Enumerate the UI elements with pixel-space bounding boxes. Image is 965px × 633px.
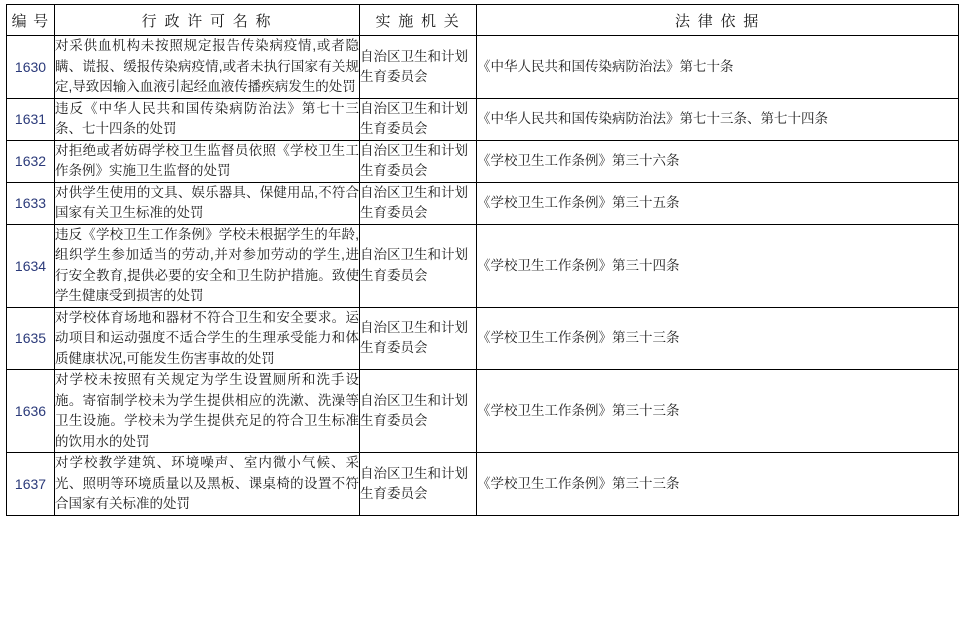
column-header-name: 行 政 许 可 名 称	[55, 5, 360, 36]
table-row	[7, 98, 959, 140]
cell-org	[360, 224, 477, 307]
table-row	[7, 182, 959, 224]
column-header-law: 法 律 依 据	[477, 5, 959, 36]
cell-permit-name: 对拒绝或者妨碍学校卫生监督员依照《学校卫生工作条例》实施卫生监督的处罚	[55, 140, 360, 182]
cell-permit-name: 对学校未按照有关规定为学生设置厕所和洗手设施。寄宿制学校未为学生提供相应的洗漱、洗澡等卫生设施。学校未为学生提供充足的符合卫生标准的饮用水的处罚	[55, 370, 360, 453]
cell-org-text: 自治区卫生和计划生育委员会	[360, 184, 468, 221]
cell-permit-name: 违反《学校卫生工作条例》学校未根据学生的年龄,组织学生参加适当的劳动,并对参加劳动的学生,进行安全教育,提供必要的安全和卫生防护措施。致使学生健康受到损害的处罚	[55, 224, 360, 307]
cell-law: 《学校卫生工作条例》第三十六条	[477, 140, 959, 182]
cell-no: 1633	[7, 182, 55, 224]
cell-no: 1637	[7, 453, 55, 516]
cell-no: 1631	[7, 98, 55, 140]
table-row	[7, 224, 959, 307]
cell-permit-name: 违反《中华人民共和国传染病防治法》第七十三条、七十四条的处罚	[55, 98, 360, 140]
cell-permit-name: 对学校教学建筑、环境噪声、室内微小气候、采光、照明等环境质量以及黑板、课桌椅的设置不符合国家有关标准的处罚	[55, 453, 360, 516]
cell-law: 《中华人民共和国传染病防治法》第七十条	[477, 36, 959, 99]
cell-law: 《学校卫生工作条例》第三十三条	[477, 370, 959, 453]
table-row	[7, 36, 959, 99]
cell-permit-name: 对学校体育场地和器材不符合卫生和安全要求。运动项目和运动强度不适合学生的生理承受能力和体质健康状况,可能发生伤害事故的处罚	[55, 307, 360, 370]
table-row	[7, 453, 959, 516]
cell-no: 1630	[7, 36, 55, 99]
cell-law: 《中华人民共和国传染病防治法》第七十三条、第七十四条	[477, 98, 959, 140]
cell-org	[360, 140, 477, 182]
cell-org-text: 自治区卫生和计划生育委员会	[360, 247, 468, 283]
cell-org-text: 自治区卫生和计划生育委员会	[360, 48, 468, 84]
cell-law: 《学校卫生工作条例》第三十三条	[477, 453, 959, 516]
cell-org	[360, 98, 477, 140]
cell-law: 《学校卫生工作条例》第三十四条	[477, 224, 959, 307]
cell-org	[360, 370, 477, 453]
table-body	[7, 36, 959, 516]
cell-org-text: 自治区卫生和计划生育委员会	[360, 320, 468, 356]
cell-org-text: 自治区卫生和计划生育委员会	[360, 393, 468, 429]
cell-org	[360, 307, 477, 370]
table-row	[7, 140, 959, 182]
cell-law: 《学校卫生工作条例》第三十五条	[477, 182, 959, 224]
cell-org	[360, 453, 477, 516]
cell-permit-name: 对采供血机构未按照规定报告传染病疫情,或者隐瞒、谎报、缓报传染病疫情,或者未执行国家有关规定,导致因输入血液引起经血液传播疾病发生的处罚	[55, 36, 360, 99]
cell-no: 1635	[7, 307, 55, 370]
cell-no: 1634	[7, 224, 55, 307]
administrative-permit-table	[6, 4, 959, 516]
cell-org	[360, 36, 477, 99]
cell-org-text: 自治区卫生和计划生育委员会	[360, 142, 468, 179]
cell-no: 1632	[7, 140, 55, 182]
table-row	[7, 307, 959, 370]
cell-no: 1636	[7, 370, 55, 453]
cell-law: 《学校卫生工作条例》第三十三条	[477, 307, 959, 370]
table-header-row	[7, 5, 959, 36]
cell-org-text: 自治区卫生和计划生育委员会	[360, 100, 468, 137]
column-header-org: 实 施 机 关	[360, 5, 477, 36]
cell-org-text: 自治区卫生和计划生育委员会	[360, 465, 468, 502]
cell-org	[360, 182, 477, 224]
table-header	[7, 5, 959, 36]
table-row	[7, 370, 959, 453]
cell-permit-name: 对供学生使用的文具、娱乐器具、保健用品,不符合国家有关卫生标准的处罚	[55, 182, 360, 224]
column-header-no: 编 号	[7, 5, 55, 36]
